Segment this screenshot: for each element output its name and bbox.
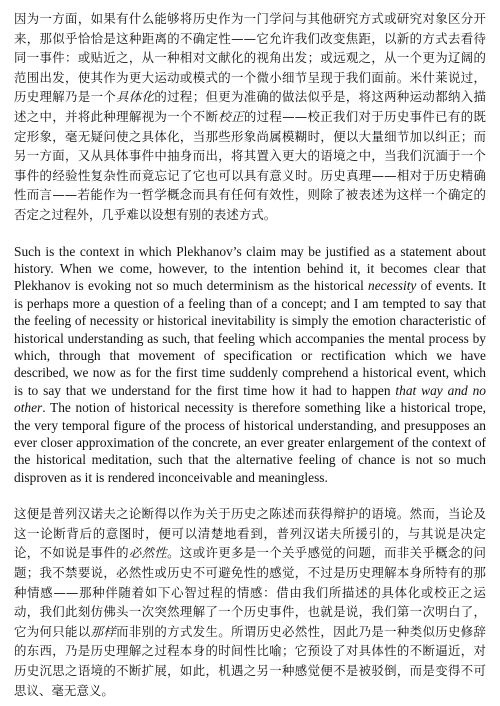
english-paragraph [14,243,486,487]
text-run: 的过程——校正我们对于历史事件已有的既定形象，毫无疑问使之具体化，当那些形象尚属模糊时，便以大量细节加以纠正；而另一方面，又从具体事件中抽身而出，将其置入更大的语境之中，当我们沉湎于一个事件的经验性复杂性而竟忘记了它也可以具有意义时。历史真理——相对于历史精确性而言——若能作为一哲学概念而具有任何有效性，则除了被表述为这样一个确定的否定之过程外，几乎难以设想有别的表述方式。 [14,108,486,222]
text-run: 这便是普列汉诺夫之论断得以作为关于历史之陈述而获得辩护的语境。然而，当论及这一论断背后的意图时，便可以清楚地看到，普列汉诺夫所援引的，与其说是决定论，不如说是事件的 [14,506,486,561]
text-run: Such is the context in which Plekhanov’s claim may be justified as a statement about history. When we come, however, to the intention behind it, it becomes clear that Plekhanov is evoking not so much determinism as the historical [14,243,486,294]
emphasis-text: that way and no other [14,382,487,416]
emphasis-text: 具体化 [116,89,155,105]
emphasis-text: necessity [368,278,417,294]
emphasis-text: 那样 [90,623,117,639]
text-run: 因为一方面，如果有什么能够将历史作为一门学问与其他研究方式或研究对象区分开来，那似乎恰恰是这种距离的不确定性——它允许我们改变焦距，以新的方式去看待同一事件：或贴近之，从一种相对文献化的视角出发；或远观之，从一个更为辽阔的范围出发，使其作为更大运动或模式的一个微小细节呈现于我们面前。米什莱说过，历史理解乃是一个 [14,11,486,105]
emphasis-text: 必然性 [128,545,168,561]
document-page [14,9,486,700]
text-run: 而非别的方式发生。所谓历史必然性，因此乃是一种类似历史修辞的东西，乃是历史理解之过程本身的时间性比喻；它预设了对具体性的不断逼近，对历史沉思之语境的不断扩展，如此，机遇之另一种感觉便不是被驳倒，而是变得不可思议、毫无意义。 [14,623,486,698]
text-run: . The notion of historical necessity is therefore something like a historical trope, the very temporal figure of the process of historical understanding, and presupposes an ever closer approximation of the concrete, an ever greater enlargement of the context of the historical meditation, such that the alternative feeling of chance is not so much disproven as it is rendered inconceivable and meaningless. [14,400,486,485]
chinese-paragraph-2 [14,504,486,700]
text-run: of events. It is perhaps more a question of a feeling than of a concept; and I am tempted to say that the feeling of necessity or historical inevitability is simply the emotion characteristic of historical understanding as such, that feeling which accompanies the mental process by which, through that movement of specification or rectification which we have described, we now as for the first time suddenly comprehend a historical event, which is to say that we understand for the first time how it had to happen [14,278,486,398]
text-run: 。这或许更多是一个关乎感觉的问题，而非关乎概念的问题；我不禁要说，必然性或历史不可避免性的感觉，不过是历史理解本身所特有的那种情感——那种伴随着如下心智过程的情感：借由我们所描述的具体化或校正之运动，我们此刻仿佛头一次突然理解了一个历史事件，也就是说，我们第一次明白了，它为何只能以 [14,545,486,639]
emphasis-text: 校正 [218,108,244,124]
chinese-paragraph-1 [14,9,486,225]
text-run: 的过程；但更为准确的做法似乎是，将这两种运动都纳入描述之中，并将此种理解视为一个不断 [14,89,486,124]
